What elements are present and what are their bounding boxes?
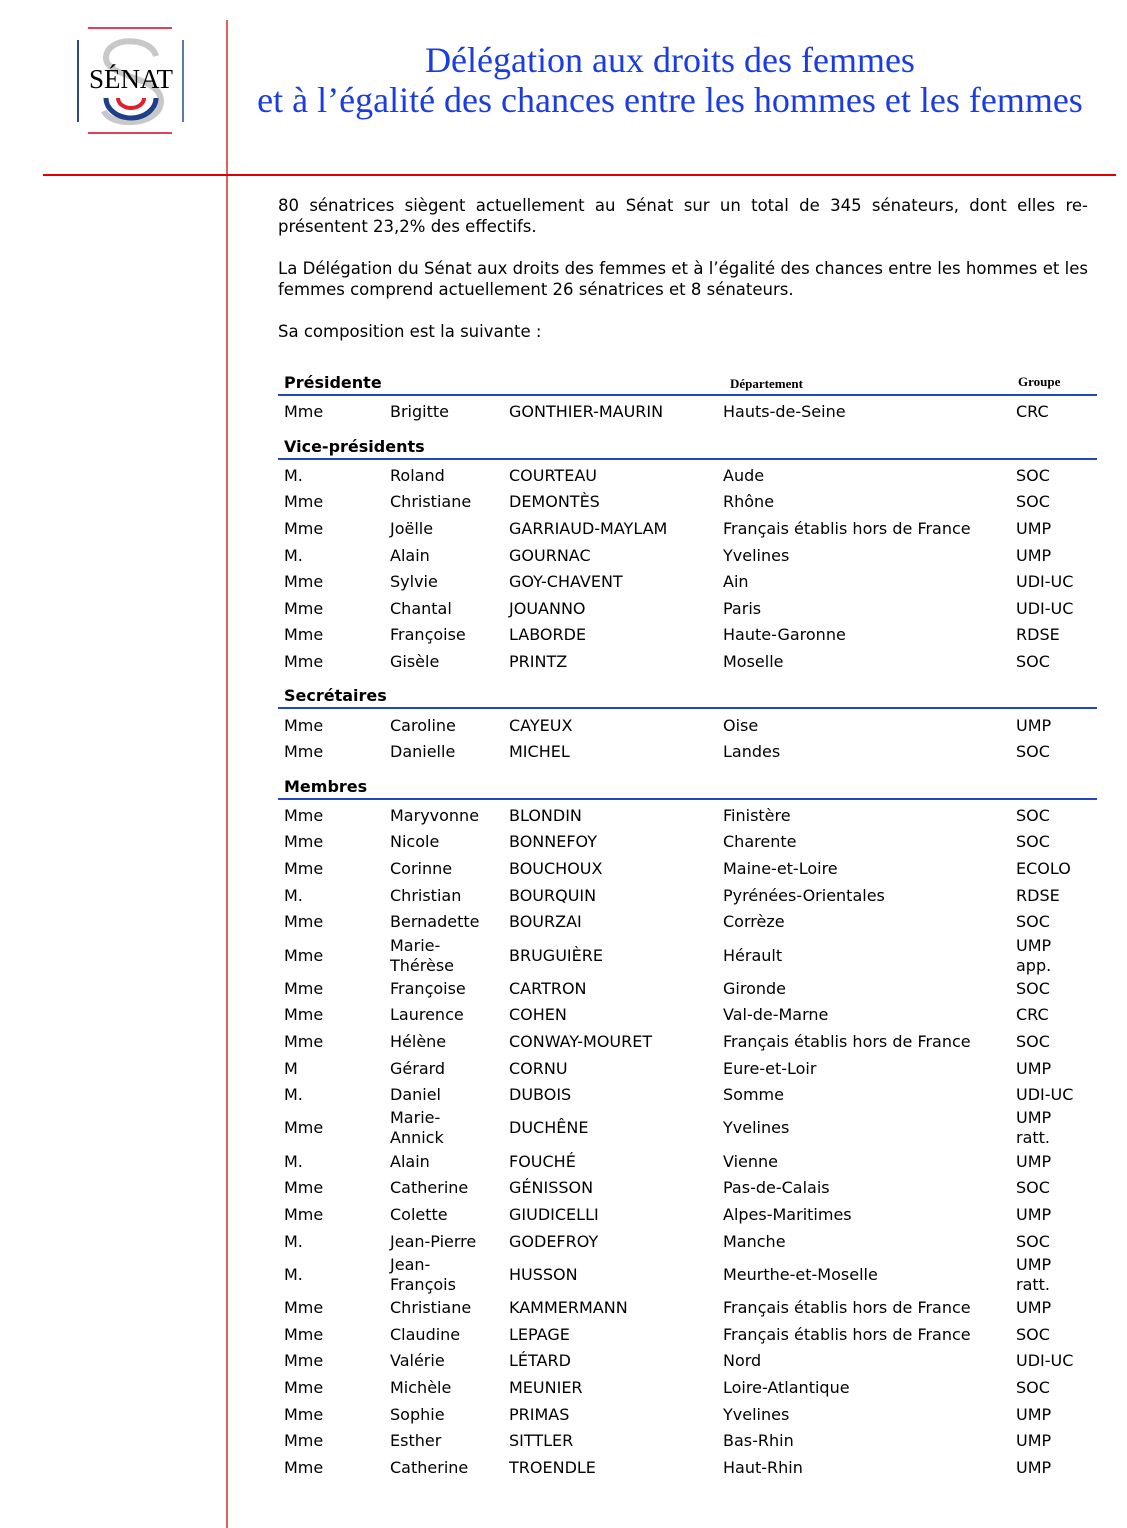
cell-departement: Moselle <box>723 652 784 672</box>
cell-nom: TROENDLE <box>509 1457 596 1477</box>
table-row <box>278 649 1097 676</box>
cell-nom: SITTLER <box>509 1431 574 1451</box>
section-divider <box>278 458 1097 460</box>
table-row <box>278 976 1097 1003</box>
title-line-1: Délégation aux droits des femmes <box>425 40 915 80</box>
section-title: Membres <box>284 776 368 796</box>
table-row <box>278 1321 1097 1348</box>
cell-civilite: Mme <box>284 1204 324 1224</box>
cell-departement: Français établis hors de France <box>723 519 971 539</box>
cell-groupe: CRC <box>1016 1005 1049 1025</box>
cell-groupe: UMP ratt. <box>1016 1108 1052 1148</box>
table-row <box>278 622 1097 649</box>
cell-departement: Pyrénées-Orientales <box>723 885 885 905</box>
cell-groupe: UMP ratt. <box>1016 1254 1052 1294</box>
cell-departement: Meurthe-et-Moselle <box>723 1264 878 1284</box>
cell-prenom: Christiane <box>390 1298 472 1318</box>
cell-departement: Paris <box>723 598 762 618</box>
cell-civilite: M. <box>284 465 303 485</box>
cell-nom: CONWAY-MOURET <box>509 1031 653 1051</box>
cell-civilite: Mme <box>284 1031 324 1051</box>
table-row <box>278 1428 1097 1455</box>
cell-groupe: SOC <box>1016 1324 1050 1344</box>
cell-civilite: Mme <box>284 978 324 998</box>
cell-groupe: RDSE <box>1016 885 1060 905</box>
cell-nom: COHEN <box>509 1005 567 1025</box>
cell-nom: DUCHÊNE <box>509 1118 589 1138</box>
cell-prenom: Laurence <box>390 1005 464 1025</box>
cell-departement: Yvelines <box>723 545 790 565</box>
cell-civilite: Mme <box>284 742 324 762</box>
cell-nom: CARTRON <box>509 978 587 998</box>
cell-prenom: Alain <box>390 1151 430 1171</box>
cell-departement: Ain <box>723 572 749 592</box>
cell-groupe: UMP <box>1016 1404 1052 1424</box>
cell-civilite: M. <box>284 1085 303 1105</box>
cell-groupe: ECOLO <box>1016 859 1071 879</box>
cell-nom: LEPAGE <box>509 1324 570 1344</box>
cell-departement: Rhône <box>723 492 775 512</box>
cell-departement: Hauts-de-Seine <box>723 402 846 422</box>
table-row <box>278 712 1097 739</box>
cell-prenom: Brigitte <box>390 402 449 422</box>
cell-departement: Alpes-Maritimes <box>723 1204 852 1224</box>
intro-text <box>278 195 1088 363</box>
section <box>278 776 1097 1481</box>
cell-departement: Yvelines <box>723 1118 790 1138</box>
cell-prenom: Chantal <box>390 598 452 618</box>
cell-departement: Français établis hors de France <box>723 1298 971 1318</box>
cell-groupe: SOC <box>1016 832 1050 852</box>
table-row <box>278 1175 1097 1202</box>
cell-groupe: UMP app. <box>1016 935 1052 975</box>
intro-paragraph: 80 sénatrices siègent actuellement au Sénat sur un total de 345 sénateurs, dont elles re-présentent 23,2% des effectifs. <box>278 196 1088 236</box>
cell-nom: CORNU <box>509 1058 568 1078</box>
cell-civilite: M. <box>284 885 303 905</box>
cell-civilite: Mme <box>284 1005 324 1025</box>
table-row <box>278 882 1097 909</box>
cell-prenom: Michèle <box>390 1377 452 1397</box>
cell-nom: GÉNISSON <box>509 1178 594 1198</box>
table-row <box>278 1055 1097 1082</box>
cell-departement: Français établis hors de France <box>723 1324 971 1344</box>
cell-civilite: Mme <box>284 598 324 618</box>
cell-prenom: Marie- Thérèse <box>390 935 455 975</box>
cell-departement: Oise <box>723 715 759 735</box>
cell-nom: MICHEL <box>509 742 570 762</box>
cell-departement: Français établis hors de France <box>723 1031 971 1051</box>
cell-civilite: M <box>284 1058 298 1078</box>
cell-nom: GODEFROY <box>509 1231 599 1251</box>
vertical-divider <box>226 20 228 1528</box>
cell-nom: BOUCHOUX <box>509 859 603 879</box>
section-title: Présidente <box>284 373 382 392</box>
cell-nom: MEUNIER <box>509 1377 583 1397</box>
cell-departement: Haute-Garonne <box>723 625 846 645</box>
cell-prenom: Bernadette <box>390 912 480 932</box>
cell-nom: LABORDE <box>509 625 587 645</box>
cell-civilite: Mme <box>284 492 324 512</box>
composition-table <box>278 372 1097 1491</box>
cell-prenom: Jean- François <box>390 1254 456 1294</box>
cell-departement: Gironde <box>723 978 786 998</box>
cell-departement: Nord <box>723 1351 762 1371</box>
cell-nom: HUSSON <box>509 1264 578 1284</box>
cell-nom: PRIMAS <box>509 1404 570 1424</box>
cell-departement: Pas-de-Calais <box>723 1178 830 1198</box>
cell-groupe: UMP <box>1016 1298 1052 1318</box>
cell-departement: Val-de-Marne <box>723 1005 829 1025</box>
cell-nom: BLONDIN <box>509 805 582 825</box>
cell-groupe: SOC <box>1016 742 1050 762</box>
cell-groupe: SOC <box>1016 465 1050 485</box>
cell-civilite: Mme <box>284 572 324 592</box>
cell-civilite: Mme <box>284 1324 324 1344</box>
cell-prenom: Roland <box>390 465 445 485</box>
cell-nom: BOURQUIN <box>509 885 597 905</box>
cell-nom: FOUCHÉ <box>509 1151 576 1171</box>
cell-groupe: SOC <box>1016 1031 1050 1051</box>
section <box>278 436 1097 676</box>
cell-groupe: SOC <box>1016 912 1050 932</box>
cell-groupe: SOC <box>1016 492 1050 512</box>
page-title <box>240 40 1100 120</box>
svg-text:SÉNAT: SÉNAT <box>88 64 174 94</box>
table-row <box>278 463 1097 490</box>
cell-nom: GOY-CHAVENT <box>509 572 623 592</box>
cell-prenom: Claudine <box>390 1324 461 1344</box>
cell-prenom: Catherine <box>390 1457 469 1477</box>
table-row <box>278 1148 1097 1175</box>
table-row <box>278 1401 1097 1428</box>
table-row <box>278 596 1097 623</box>
cell-prenom: Sophie <box>390 1404 445 1424</box>
cell-nom: GOURNAC <box>509 545 591 565</box>
cell-departement: Vienne <box>723 1151 779 1171</box>
senat-logo <box>76 26 186 136</box>
cell-groupe: UMP <box>1016 545 1052 565</box>
table-row <box>278 542 1097 569</box>
cell-civilite: Mme <box>284 1431 324 1451</box>
cell-nom: COURTEAU <box>509 465 597 485</box>
cell-civilite: Mme <box>284 519 324 539</box>
cell-departement: Hérault <box>723 945 783 965</box>
cell-civilite: Mme <box>284 859 324 879</box>
cell-civilite: M. <box>284 1264 303 1284</box>
table-row <box>278 489 1097 516</box>
cell-civilite: Mme <box>284 1298 324 1318</box>
cell-nom: LÉTARD <box>509 1351 571 1371</box>
column-header-departement: Département <box>730 376 803 391</box>
table-row <box>278 1375 1097 1402</box>
cell-civilite: Mme <box>284 1457 324 1477</box>
cell-groupe: SOC <box>1016 978 1050 998</box>
cell-groupe: UMP <box>1016 1431 1052 1451</box>
cell-nom: BRUGUIÈRE <box>509 945 603 965</box>
cell-civilite: Mme <box>284 652 324 672</box>
cell-prenom: Maryvonne <box>390 805 480 825</box>
cell-civilite: Mme <box>284 402 324 422</box>
cell-departement: Landes <box>723 742 781 762</box>
cell-departement: Charente <box>723 832 797 852</box>
table-row <box>278 803 1097 830</box>
cell-prenom: Catherine <box>390 1178 469 1198</box>
cell-groupe: SOC <box>1016 805 1050 825</box>
cell-departement: Haut-Rhin <box>723 1457 803 1477</box>
cell-prenom: Christian <box>390 885 462 905</box>
cell-nom: GIUDICELLI <box>509 1204 599 1224</box>
cell-prenom: Françoise <box>390 625 466 645</box>
cell-nom: CAYEUX <box>509 715 573 735</box>
table-row <box>278 399 1097 426</box>
cell-nom: BOURZAI <box>509 912 582 932</box>
table-row <box>278 1228 1097 1255</box>
table-row <box>278 1348 1097 1375</box>
table-row <box>278 909 1097 936</box>
cell-prenom: Daniel <box>390 1085 441 1105</box>
cell-prenom: Colette <box>390 1204 448 1224</box>
cell-nom: PRINTZ <box>509 652 568 672</box>
cell-departement: Yvelines <box>723 1404 790 1424</box>
table-row <box>278 1108 1097 1148</box>
cell-prenom: Gérard <box>390 1058 446 1078</box>
cell-groupe: UDI-UC <box>1016 1351 1074 1371</box>
cell-groupe: UDI-UC <box>1016 572 1074 592</box>
cell-groupe: UMP <box>1016 1204 1052 1224</box>
cell-departement: Somme <box>723 1085 784 1105</box>
cell-civilite: Mme <box>284 1351 324 1371</box>
table-row <box>278 1002 1097 1029</box>
cell-prenom: Corinne <box>390 859 453 879</box>
cell-groupe: SOC <box>1016 1377 1050 1397</box>
cell-departement: Maine-et-Loire <box>723 859 838 879</box>
header-divider <box>43 174 1116 176</box>
cell-civilite: Mme <box>284 945 324 965</box>
cell-groupe: UDI-UC <box>1016 598 1074 618</box>
section-title: Secrétaires <box>284 686 387 706</box>
cell-departement: Bas-Rhin <box>723 1431 794 1451</box>
title-line-2: et à l’égalité des chances entre les hommes et les femmes <box>257 80 1083 120</box>
table-row <box>278 1295 1097 1322</box>
cell-prenom: Christiane <box>390 492 472 512</box>
cell-groupe: UMP <box>1016 1058 1052 1078</box>
cell-prenom: Danielle <box>390 742 456 762</box>
table-row <box>278 1454 1097 1481</box>
table-row <box>278 1202 1097 1229</box>
cell-prenom: Nicole <box>390 832 440 852</box>
cell-prenom: Valérie <box>390 1351 445 1371</box>
table-row <box>278 1255 1097 1295</box>
cell-civilite: Mme <box>284 1404 324 1424</box>
cell-prenom: Esther <box>390 1431 442 1451</box>
cell-departement: Corrèze <box>723 912 785 932</box>
cell-groupe: RDSE <box>1016 625 1060 645</box>
cell-departement: Finistère <box>723 805 791 825</box>
cell-departement: Manche <box>723 1231 786 1251</box>
section <box>278 685 1097 765</box>
cell-civilite: M. <box>284 545 303 565</box>
intro-paragraph: La Délégation du Sénat aux droits des femmes et à l’égalité des chances entre les hommes et les femmes comprend actuellement 26 sénatrices et 8 sénateurs. <box>278 259 1088 299</box>
cell-prenom: Joëlle <box>390 519 434 539</box>
cell-civilite: Mme <box>284 625 324 645</box>
cell-civilite: M. <box>284 1151 303 1171</box>
cell-civilite: Mme <box>284 1178 324 1198</box>
column-header-groupe: Groupe <box>1018 374 1061 389</box>
cell-groupe: UMP <box>1016 519 1052 539</box>
cell-nom: GONTHIER-MAURIN <box>509 402 664 422</box>
cell-groupe: SOC <box>1016 652 1050 672</box>
table-row <box>278 936 1097 976</box>
cell-groupe: CRC <box>1016 402 1049 422</box>
cell-civilite: Mme <box>284 715 324 735</box>
cell-groupe: SOC <box>1016 1231 1050 1251</box>
table-row <box>278 739 1097 766</box>
cell-nom: KAMMERMANN <box>509 1298 628 1318</box>
cell-prenom: Gisèle <box>390 652 440 672</box>
cell-prenom: Françoise <box>390 978 466 998</box>
cell-nom: GARRIAUD-MAYLAM <box>509 519 668 539</box>
cell-prenom: Jean-Pierre <box>390 1231 477 1251</box>
column-headers <box>278 372 1097 402</box>
cell-departement: Eure-et-Loir <box>723 1058 817 1078</box>
cell-prenom: Hélène <box>390 1031 447 1051</box>
cell-departement: Aude <box>723 465 765 485</box>
cell-groupe: UDI-UC <box>1016 1085 1074 1105</box>
cell-civilite: Mme <box>284 912 324 932</box>
intro-paragraph: Sa composition est la suivante : <box>278 322 542 341</box>
cell-groupe: SOC <box>1016 1178 1050 1198</box>
cell-nom: DEMONTÈS <box>509 492 600 512</box>
table-row <box>278 1029 1097 1056</box>
table-row <box>278 569 1097 596</box>
cell-civilite: M. <box>284 1231 303 1251</box>
cell-civilite: Mme <box>284 1377 324 1397</box>
cell-civilite: Mme <box>284 1118 324 1138</box>
cell-nom: JOUANNO <box>509 598 586 618</box>
cell-groupe: UMP <box>1016 715 1052 735</box>
table-row <box>278 1082 1097 1109</box>
cell-groupe: UMP <box>1016 1151 1052 1171</box>
section-title: Vice-présidents <box>284 436 425 456</box>
table-row <box>278 516 1097 543</box>
cell-nom: DUBOIS <box>509 1085 572 1105</box>
cell-prenom: Sylvie <box>390 572 438 592</box>
cell-civilite: Mme <box>284 832 324 852</box>
section-divider <box>278 707 1097 709</box>
cell-nom: BONNEFOY <box>509 832 598 852</box>
cell-prenom: Marie- Annick <box>390 1108 444 1148</box>
cell-groupe: UMP <box>1016 1457 1052 1477</box>
cell-prenom: Caroline <box>390 715 456 735</box>
cell-civilite: Mme <box>284 805 324 825</box>
cell-departement: Loire-Atlantique <box>723 1377 850 1397</box>
table-row <box>278 856 1097 883</box>
section-divider <box>278 798 1097 800</box>
table-row <box>278 829 1097 856</box>
cell-prenom: Alain <box>390 545 430 565</box>
